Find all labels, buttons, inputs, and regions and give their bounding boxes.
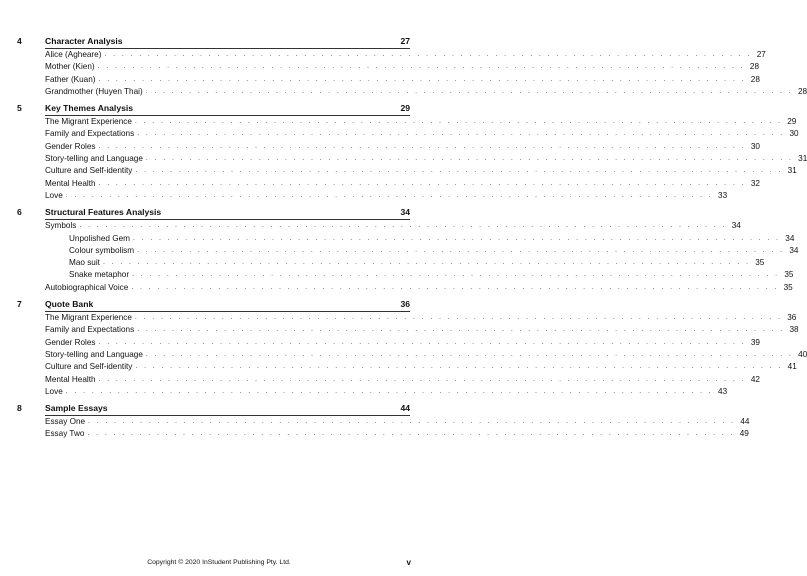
toc-entry-label: Family and Expectations [45,325,135,335]
dot-leader: . . . . . . . . . . . . . . . . . . . . . . . . . . . . . . . . . . . . . . . . . . . . . . . . . . . . . . . . . . . . . . . . . . . . . . . . . . . [137,246,785,254]
page-footer [0,557,438,569]
toc-entry[interactable] [17,282,793,294]
toc-entry[interactable] [17,361,797,373]
toc-entry-label: Snake metaphor [69,270,130,280]
toc-entry-label: Story-telling and Language [45,349,143,359]
section-page: 44 [400,403,410,414]
dot-leader: . . . . . . . . . . . . . . . . . . . . . . . . . . . . . . . . . . . . . . . . . . . . . . . . . . . . . . . . . . . . . . . . . . . . . . . . . . . [135,363,783,371]
section-number: 8 [17,403,22,414]
section-number: 6 [17,207,22,218]
toc-entry[interactable] [17,257,765,269]
toc-entry-page: 31 [787,166,797,176]
toc-entry[interactable] [17,245,799,257]
toc-entry[interactable] [17,312,797,324]
dot-leader: . . . . . . . . . . . . . . . . . . . . . . . . . . . . . . . . . . . . . . . . . . . . . . . . . . . . . . . . . . . . . . . . . . . . . . . . . . . [65,191,714,199]
toc-entry-label: Mental Health [45,374,96,384]
toc-entry-label: Gender Roles [45,337,96,347]
dot-leader: . . . . . . . . . . . . . . . . . . . . . . . . . . . . . . . . . . . . . . . . . . . . . . . . . . . . . . . . . . . . . . . . . . . . . . . . . . . [134,314,783,322]
dot-leader: . . . . . . . . . . . . . . . . . . . . . . . . . . . . . . . . . . . . . . . . . . . . . . . . . . . . . . . . . . . . . . . . . . . . . . . . . . . [102,259,751,267]
toc-entry[interactable] [17,416,750,428]
toc-entry-label: Father (Kuan) [45,74,96,84]
toc-entry-label: Love [45,386,63,396]
section-page: 27 [400,36,410,46]
dot-leader: . . . . . . . . . . . . . . . . . . . . . . . . . . . . . . . . . . . . . . . . . . . . . . . . . . . . . . . . . . . . . . . . . . . . . . . . . . . [98,179,746,187]
section-heading [17,102,410,115]
dot-leader: . . . . . . . . . . . . . . . . . . . . . . . . . . . . . . . . . . . . . . . . . . . . . . . . . . . . . . . . . . . . . . . . . . . . . . . . . . . [97,63,745,71]
toc-entry[interactable] [17,337,760,349]
toc-entry-label: Story-telling and Language [45,154,143,164]
toc-entry[interactable] [17,349,807,361]
toc-entry-label: Essay One [45,417,86,427]
toc-entry-page: 36 [787,313,797,323]
toc-entry-label: Mother (Kien) [45,62,95,72]
toc-entry[interactable] [17,49,766,61]
dot-leader: . . . . . . . . . . . . . . . . . . . . . . . . . . . . . . . . . . . . . . . . . . . . . . . . . . . . . . . . . . . . . . . . . . . . . . . . . . . [98,338,746,346]
section-title: Structural Features Analysis [45,207,162,218]
toc-entry[interactable] [17,153,807,165]
section-heading [17,298,410,311]
toc-entry-page: 35 [783,282,793,292]
toc-entry-page: 40 [798,349,807,359]
toc-entry[interactable] [17,61,759,73]
dot-leader: . . . . . . . . . . . . . . . . . . . . . . . . . . . . . . . . . . . . . . . . . . . . . . . . . . . . . . . . . . . . . . . . . . . . . . . . . . . [65,387,714,395]
toc-entry-page: 35 [784,270,794,280]
toc-entry-page: 28 [797,86,807,96]
toc-entry-label: Symbols [45,221,77,231]
dot-leader: . . . . . . . . . . . . . . . . . . . . . . . . . . . . . . . . . . . . . . . . . . . . . . . . . . . . . . . . . . . . . . . . . . . . . . . . . . . [145,155,794,163]
toc-entry[interactable] [17,428,749,440]
toc-entry-page: 34 [789,245,799,255]
section-page: 29 [400,103,410,114]
toc-entry-page: 29 [787,117,797,127]
toc-entry-page: 30 [750,141,760,151]
toc-entry-label: The Migrant Experience [45,117,132,127]
dot-leader: . . . . . . . . . . . . . . . . . . . . . . . . . . . . . . . . . . . . . . . . . . . . . . . . . . . . . . . . . . . . . . . . . . . . . . . . . . . [87,430,735,438]
toc-entry-page: 35 [755,258,765,268]
toc-entry-page: 42 [750,374,760,384]
toc-entry-page: 39 [750,337,760,347]
toc-entry-page: 41 [787,362,797,372]
toc-entry-label: Culture and Self-identity [45,362,133,372]
dot-leader: . . . . . . . . . . . . . . . . . . . . . . . . . . . . . . . . . . . . . . . . . . . . . . . . . . . . . . . . . . . . . . . . . . . . . . . . . . . [132,234,781,242]
toc-entry-page: 28 [750,74,760,84]
toc-entry-page: 34 [731,221,741,231]
toc-entry-label: Gender Roles [45,141,96,151]
section-heading [17,402,410,415]
dot-leader: . . . . . . . . . . . . . . . . . . . . . . . . . . . . . . . . . . . . . . . . . . . . . . . . . . . . . . . . . . . . . . . . . . . . . . . . . . . [88,418,736,426]
section-page: 34 [400,207,410,218]
table-of-contents [17,35,807,441]
toc-entry[interactable] [17,165,797,177]
toc-entry-page: 32 [750,178,760,188]
toc-entry-label: Colour symbolism [69,245,135,255]
dot-leader: . . . . . . . . . . . . . . . . . . . . . . . . . . . . . . . . . . . . . . . . . . . . . . . . . . . . . . . . . . . . . . . . . . . . . . . . . . . [132,271,780,279]
toc-entry[interactable] [17,374,760,386]
toc-entry-label: Culture and Self-identity [45,166,133,176]
section-number: 4 [17,36,22,46]
toc-entry[interactable] [17,141,760,153]
copyright-notice: Copyright © 2020 InStudent Publishing Pty. Ltd. [147,559,291,566]
section-title: Key Themes Analysis [45,103,134,114]
section-heading [17,35,410,48]
toc-entry-label: Mental Health [45,178,96,188]
toc-entry[interactable] [17,386,728,398]
toc-entry-page: 27 [756,50,766,59]
toc-entry-page: 44 [740,417,750,427]
toc-entry-label: Alice (Agheare) [45,50,102,59]
dot-leader: . . . . . . . . . . . . . . . . . . . . . . . . . . . . . . . . . . . . . . . . . . . . . . . . . . . . . . . . . . . . . . . . . . . . . . . . . . . [98,142,746,150]
toc-entry[interactable] [17,220,741,232]
dot-leader: . . . . . . . . . . . . . . . . . . . . . . . . . . . . . . . . . . . . . . . . . . . . . . . . . . . . . . . . . . . . . . . . . . . . . . . . . . . [98,375,746,383]
dot-leader: . . . . . . . . . . . . . . . . . . . . . . . . . . . . . . . . . . . . . . . . . . . . . . . . . . . . . . . . . . . . . . . . . . . . . . . . . . . [135,167,783,175]
toc-entry-label: Unpolished Gem [69,233,130,243]
toc-entry-label: The Migrant Experience [45,313,132,323]
toc-entry-label: Family and Expectations [45,129,135,139]
toc-entry[interactable] [17,269,794,281]
section-number: 5 [17,103,22,114]
toc-entry-page: 28 [749,62,759,72]
dot-leader: . . . . . . . . . . . . . . . . . . . . . . . . . . . . . . . . . . . . . . . . . . . . . . . . . . . . . . . . . . . . . . . . . . . . . . . . . . . [104,51,752,58]
toc-entry-label: Mao suit [69,258,100,268]
dot-leader: . . . . . . . . . . . . . . . . . . . . . . . . . . . . . . . . . . . . . . . . . . . . . . . . . . . . . . . . . . . . . . . . . . . . . . . . . . . [137,130,785,138]
toc-entry-page: 30 [789,129,799,139]
section-title: Character Analysis [45,36,123,46]
toc-entry-page: 49 [739,429,749,439]
dot-leader: . . . . . . . . . . . . . . . . . . . . . . . . . . . . . . . . . . . . . . . . . . . . . . . . . . . . . . . . . . . . . . . . . . . . . . . . . . . [145,350,794,358]
dot-leader: . . . . . . . . . . . . . . . . . . . . . . . . . . . . . . . . . . . . . . . . . . . . . . . . . . . . . . . . . . . . . . . . . . . . . . . . . . . [79,222,727,230]
dot-leader: . . . . . . . . . . . . . . . . . . . . . . . . . . . . . . . . . . . . . . . . . . . . . . . . . . . . . . . . . . . . . . . . . . . . . . . . . . . [98,75,746,83]
toc-entry[interactable] [17,190,728,202]
section-title: Sample Essays [45,403,108,414]
toc-entry[interactable] [17,116,797,128]
toc-entry[interactable] [17,233,795,245]
toc-entry-page: 34 [785,233,795,243]
toc-entry-label: Grandmother (Huyen Thai) [45,86,143,96]
dot-leader: . . . . . . . . . . . . . . . . . . . . . . . . . . . . . . . . . . . . . . . . . . . . . . . . . . . . . . . . . . . . . . . . . . . . . . . . . . . [134,118,783,126]
toc-entry-page: 33 [718,190,728,200]
dot-leader: . . . . . . . . . . . . . . . . . . . . . . . . . . . . . . . . . . . . . . . . . . . . . . . . . . . . . . . . . . . . . . . . . . . . . . . . . . . [131,283,779,291]
section-page: 36 [400,299,410,310]
toc-entry-page: 31 [798,154,807,164]
toc-entry[interactable] [17,74,760,86]
toc-entry-label: Love [45,190,63,200]
toc-entry[interactable] [17,324,799,336]
toc-entry-page: 43 [718,386,728,396]
dot-leader: . . . . . . . . . . . . . . . . . . . . . . . . . . . . . . . . . . . . . . . . . . . . . . . . . . . . . . . . . . . . . . . . . . . . . . . . . . . [137,326,785,334]
toc-entry-label: Essay Two [45,429,85,439]
page-number: v [406,558,411,567]
dot-leader: . . . . . . . . . . . . . . . . . . . . . . . . . . . . . . . . . . . . . . . . . . . . . . . . . . . . . . . . . . . . . . . . . . . . . . . . . . . [145,87,794,95]
section-heading [17,206,410,219]
section-title: Quote Bank [45,299,94,310]
toc-entry[interactable] [17,178,760,190]
toc-entry[interactable] [17,86,807,98]
toc-entry-page: 38 [789,325,799,335]
toc-entry-label: Autobiographical Voice [45,282,129,292]
toc-entry[interactable] [17,128,799,140]
section-number: 7 [17,299,22,310]
